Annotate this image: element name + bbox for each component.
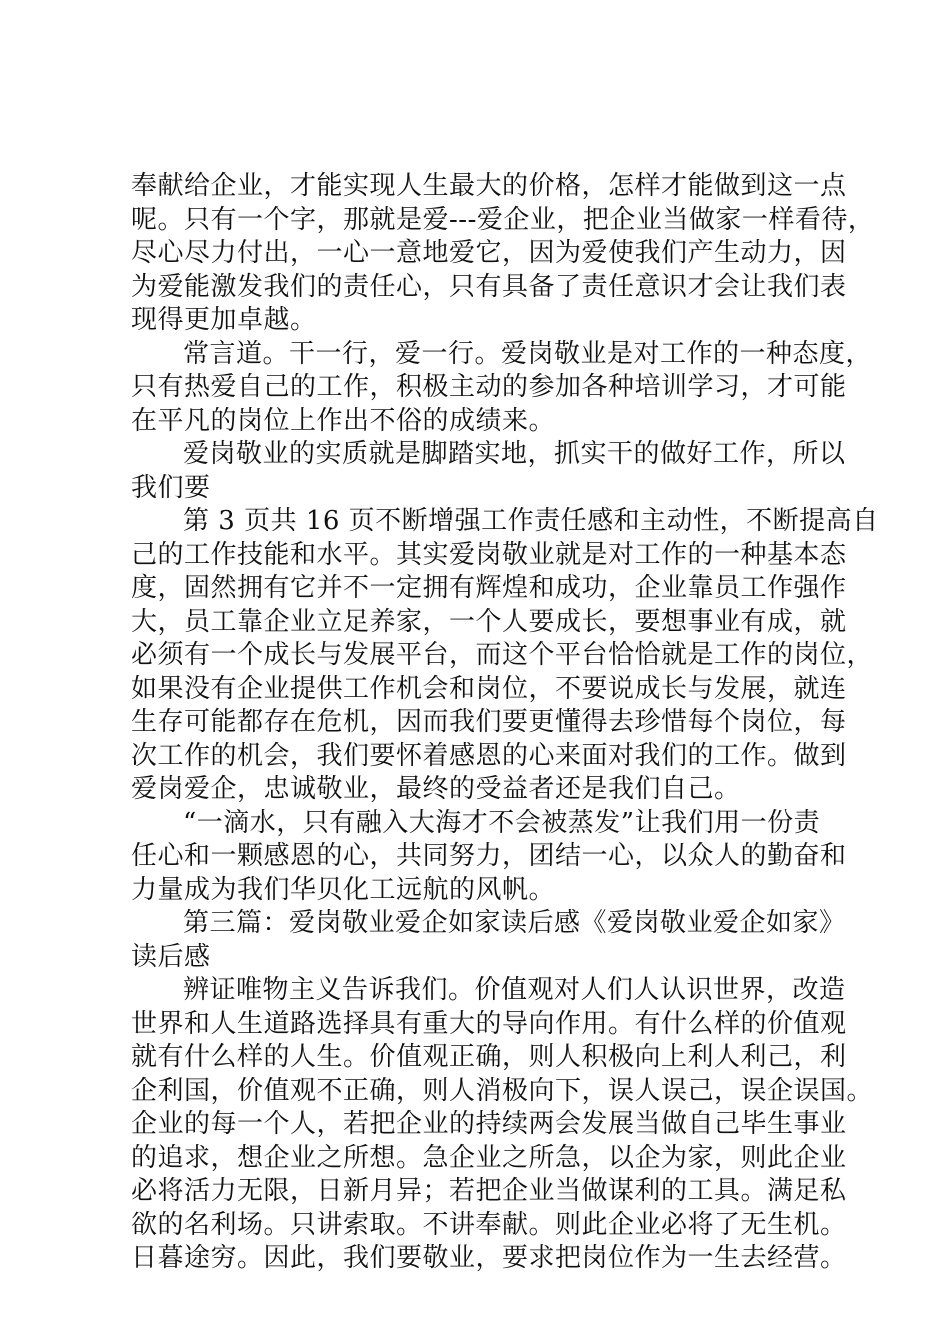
text-line: 读后感 — [131, 941, 211, 972]
body-text — [131, 170, 879, 1276]
text-line: 的追求，想企业之所想。急企业之所急，以企为家，则此企业 — [131, 1142, 847, 1173]
text-line: 任心和一颗感恩的心，共同努力，团结一心，以众人的勤奋和 — [131, 841, 847, 871]
text-line: 度，固然拥有它并不一定拥有辉煌和成功，企业靠员工作强作 — [131, 573, 847, 603]
text-line: 世界和人生道路选择具有重大的导向作用。有什么样的价值观 — [131, 1008, 847, 1039]
text-line: 尽心尽力付出，一心一意地爱它，因为爱使我们产生动力，因 — [131, 238, 847, 268]
text-line: 企利国，价值观不正确，则人消极向下，误人误己，误企误国。 — [131, 1075, 874, 1106]
text-line: “一滴水，只有融入大海才不会被蒸发”让我们用一份责 — [183, 807, 821, 838]
text-line: 必将活力无限，日新月异；若把企业当做谋利的工具。满足私 — [131, 1176, 847, 1206]
text-line: 己的工作技能和水平。其实爱岗敬业就是对工作的一种基本态 — [131, 539, 847, 570]
text-line: 爱岗爱企，忠诚敬业，最终的受益者还是我们自己。 — [131, 774, 741, 804]
text-line: 欲的名利场。只讲索取。不讲奉献。则此企业必将了无生机。 — [131, 1209, 847, 1240]
text-line: 就有什么样的人生。价值观正确，则人积极向上利人利己，利 — [131, 1042, 847, 1072]
text-line: 大，员工靠企业立足养家，一个人要成长，要想事业有成，就 — [131, 606, 847, 637]
text-line: 生存可能都存在危机，因而我们要更懂得去珍惜每个岗位，每 — [131, 707, 847, 737]
text-line: 呢。只有一个字，那就是爱---爱企业，把企业当做家一样看待， — [131, 204, 875, 235]
text-line: 次工作的机会，我们要怀着感恩的心来面对我们的工作。做到 — [131, 740, 847, 771]
text-line: 必须有一个成长与发展平台，而这个平台恰恰就是工作的岗位， — [131, 640, 874, 670]
text-line: 企业的每一个人，若把企业的持续两会发展当做自己毕生事业 — [131, 1109, 847, 1139]
text-line: 在平凡的岗位上作出不俗的成绩来。 — [131, 405, 556, 436]
text-line: 日暮途穷。因此，我们要敬业，要求把岗位作为一生去经营。 — [131, 1243, 847, 1273]
text-line: 爱岗敬业的实质就是脚踏实地，抓实干的做好工作，所以 — [183, 439, 846, 469]
text-line: 现得更加卓越。 — [131, 305, 317, 335]
text-line: 如果没有企业提供工作机会和岗位，不要说成长与发展，就连 — [131, 673, 847, 704]
text-line: 常言道。干一行，爱一行。爱岗敬业是对工作的一种态度， — [183, 338, 873, 369]
text-line: 我们要 — [131, 472, 211, 503]
text-line: 只有热爱自己的工作，积极主动的参加各种培训学习，才可能 — [131, 372, 847, 402]
text-line: 辨证唯物主义告诉我们。价值观对人们人认识世界，改造 — [183, 975, 846, 1005]
text-line: 力量成为我们华贝化工远航的风帆。 — [131, 874, 556, 905]
text-line: 第 3 页共 16 页不断增强工作责任感和主动性，不断提高自 — [183, 506, 879, 536]
text-line: 为爱能激发我们的责任心，只有具备了责任意识才会让我们表 — [131, 271, 847, 302]
text-line: 第三篇：爱岗敬业爱企如家读后感《爱岗敬业爱企如家》 — [183, 908, 846, 938]
text-line: 奉献给企业，才能实现人生最大的价格，怎样才能做到这一点 — [131, 171, 847, 201]
